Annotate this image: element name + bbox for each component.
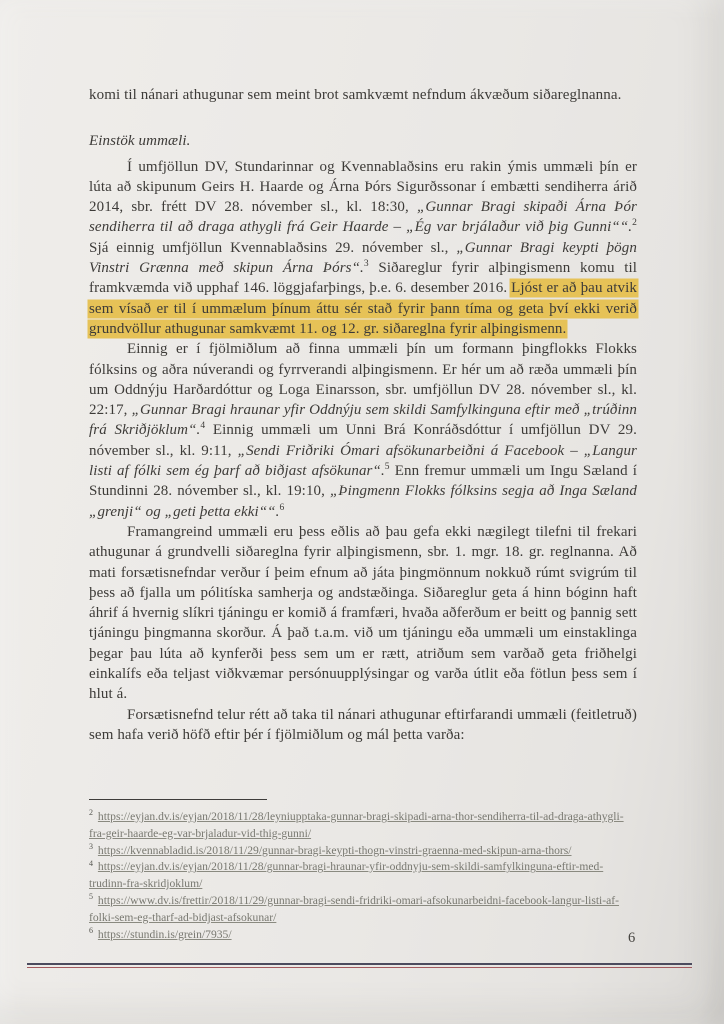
footnote-number: 2 <box>89 808 93 818</box>
bottom-rule-dark <box>27 963 692 965</box>
quoted-text: „Þingmenn Flokks fólksins segja að Inga Sæland „grenji“ og „geti þetta ekki““. <box>89 483 637 520</box>
section-heading-einstok-ummaeli <box>89 131 637 151</box>
footnote <box>89 843 639 860</box>
footnotes-list <box>89 809 639 943</box>
body-text: Í umfjöllun DV, Stundarinnar og Kvennablaðsins eru rakin ýmis ummæli þín er lúta að skipunum Geirs H. Haarde og Árna Þórs Sigurðssonar í embætti sendiherra árið 2014, sbr. frétt DV 28. nóvember sl., kl. 18:30, <box>89 158 637 216</box>
quoted-text: „Gunnar Bragi skipaði Árna Þór sendiherra til að draga athygli frá Geir Haarde – „Ég var brjálaður við þig Gunni““. <box>89 199 637 236</box>
footnote-number: 5 <box>89 892 93 902</box>
footnote-number: 3 <box>89 841 93 851</box>
footnote-link[interactable]: https://eyjan.dv.is/eyjan/2018/11/28/leyniupptaka-gunnar-bragi-skipadi-arna-thor-sendiherra-til-ad-draga-athygli-fra-geir-haarde-eg-var-brjaladur-vid-thig-gunni/ <box>89 810 624 840</box>
paragraph-ummaeli-thingmenn <box>89 339 637 522</box>
footnote <box>89 859 639 893</box>
body-text: komi til nánari athugunar sem meint brot samkvæmt nefndum ákvæðum siðareglnanna. <box>89 87 622 103</box>
body-text: Sjá einnig umfjöllun Kvennablaðsins 29. nóvember sl., <box>89 239 457 256</box>
page-number: 6 <box>628 930 636 946</box>
paragraph-continuation <box>89 85 637 105</box>
footnote-separator-rule <box>89 799 267 800</box>
quoted-text: „Sendi Friðriki Ómari afsökunarbeiðni á Facebook – „Langur listi af fólki sem ég þarf að biðjast afsökunar“. <box>89 442 637 480</box>
footnote <box>89 809 639 843</box>
footnote-number: 4 <box>89 858 93 868</box>
footnote-link[interactable]: https://eyjan.dv.is/eyjan/2018/11/28/gunnar-bragi-hraunar-yfir-oddnyju-sem-skildi-samfylkinguna-eftir-med-trudinn-fra-skridjoklum/ <box>89 860 604 891</box>
footnote-link[interactable]: https://kvennabladid.is/2018/11/29/gunnar-bragi-keypti-thogn-vinstri-graenna-med-skipun-arna-thors/ <box>97 843 572 857</box>
quoted-text: „Gunnar Bragi keypti þögn Vinstri Grænna með skipun Árna Þórs“. <box>89 239 637 277</box>
body-text: Framangreind ummæli eru þess eðlis að þau gefa ekki nægilegt tilefni til frekari athugunar á grundvelli siðareglna fyrir alþingismenn, sbr. 1. mgr. 18. gr. reglnanna. Að mati forsætisnefndar verður í þeim efnum að játa þingmönnum nokkuð rúmt svigrúm til þess að fjalla um pólitíska samherja og andstæðinga. Siðareglur geta á hinn bóginn haft áhrif á hvernig slíkri tjáningu er komið á framfæri, hvaða aðferðum er beitt og þannig sett tjáningu þingmanna skorður. Á það t.a.m. við um tjáningu eða ummæli um einstaklinga þegar þau lúta að kynferði þess sem um er rætt, atriðum sem varðað geta friðhelgi einkalífs eða teljast viðkvæmar persónuupplýsingar og varða útlit eða fötlun þess sem í hlut á. <box>89 523 637 703</box>
footnote-ref: 6 <box>279 502 285 513</box>
paragraph-framangreind-ummaeli <box>89 522 637 705</box>
quoted-text: „Gunnar Bragi hraunar yfir Oddnýju sem skildi Samfylkinguna eftir með „trúðinn frá Skriðjöklum“. <box>89 402 638 439</box>
body-text: Einnig ummæli um Unni Brá Konráðsdóttur í umfjöllun DV 29. nóvember sl., kl. 9:11, <box>89 422 637 459</box>
footnote-ref: 5 <box>384 462 390 473</box>
body-text: Siðareglur fyrir alþingismenn komu til framkvæmda við upphaf 146. löggjafarþings, þ.e. 6. desember 2016. <box>89 260 638 297</box>
body-text: Forsætisnefnd telur rétt að taka til nánari athugunar eftirfarandi ummæli (feitletruð) sem hafa verið höfð eftir þér í fjölmiðlum og mál þetta varða: <box>89 706 637 743</box>
paragraph-skipun-sendiherra <box>89 157 637 340</box>
body-text: Einnig er í fjölmiðlum að finna ummæli þín um formann þingflokks Flokks fólksins og aðra núverandi og fyrrverandi alþingismenn. Er hér um að ræða ummæli þín um Oddnýju Harðardóttur og Loga Einarsson, sbr. umfjöllun DV 28. nóvember sl., kl. 22:17, <box>89 341 637 419</box>
footnote-number: 6 <box>89 925 93 935</box>
bottom-rule-red <box>27 967 692 968</box>
highlighted-text: Ljóst er að þau atvik sem vísað er til í ummælum þínum áttu sér stað fyrir þann tíma og geta því ekki verið grundvöllur athugunar samkvæmt 11. og 12. gr. siðareglna fyrir alþingismenn. <box>89 280 637 337</box>
footnote-link[interactable]: https://stundin.is/grein/7935/ <box>97 927 232 941</box>
footnote <box>89 927 639 944</box>
body-text: Einstök ummæli. <box>89 133 191 150</box>
footnotes-section <box>89 799 639 943</box>
document-body <box>89 85 637 745</box>
footnote-ref: 3 <box>363 259 369 270</box>
paragraph-forsaetisnefnd-nidurstada <box>89 705 637 746</box>
footnote <box>89 893 639 927</box>
footnote-ref: 2 <box>632 218 637 229</box>
body-text: Enn fremur ummæli um Ingu Sæland í Stundinni 28. nóvember sl., kl. 19:10, <box>89 463 637 500</box>
footnote-ref: 4 <box>200 421 206 432</box>
footnote-link[interactable]: https://www.dv.is/frettir/2018/11/29/gunnar-bragi-sendi-fridriki-omari-afsokunarbeidni-facebook-langur-listi-af-folki-sem-eg-tharf-ad-bidjast-afsokunar/ <box>89 893 620 924</box>
